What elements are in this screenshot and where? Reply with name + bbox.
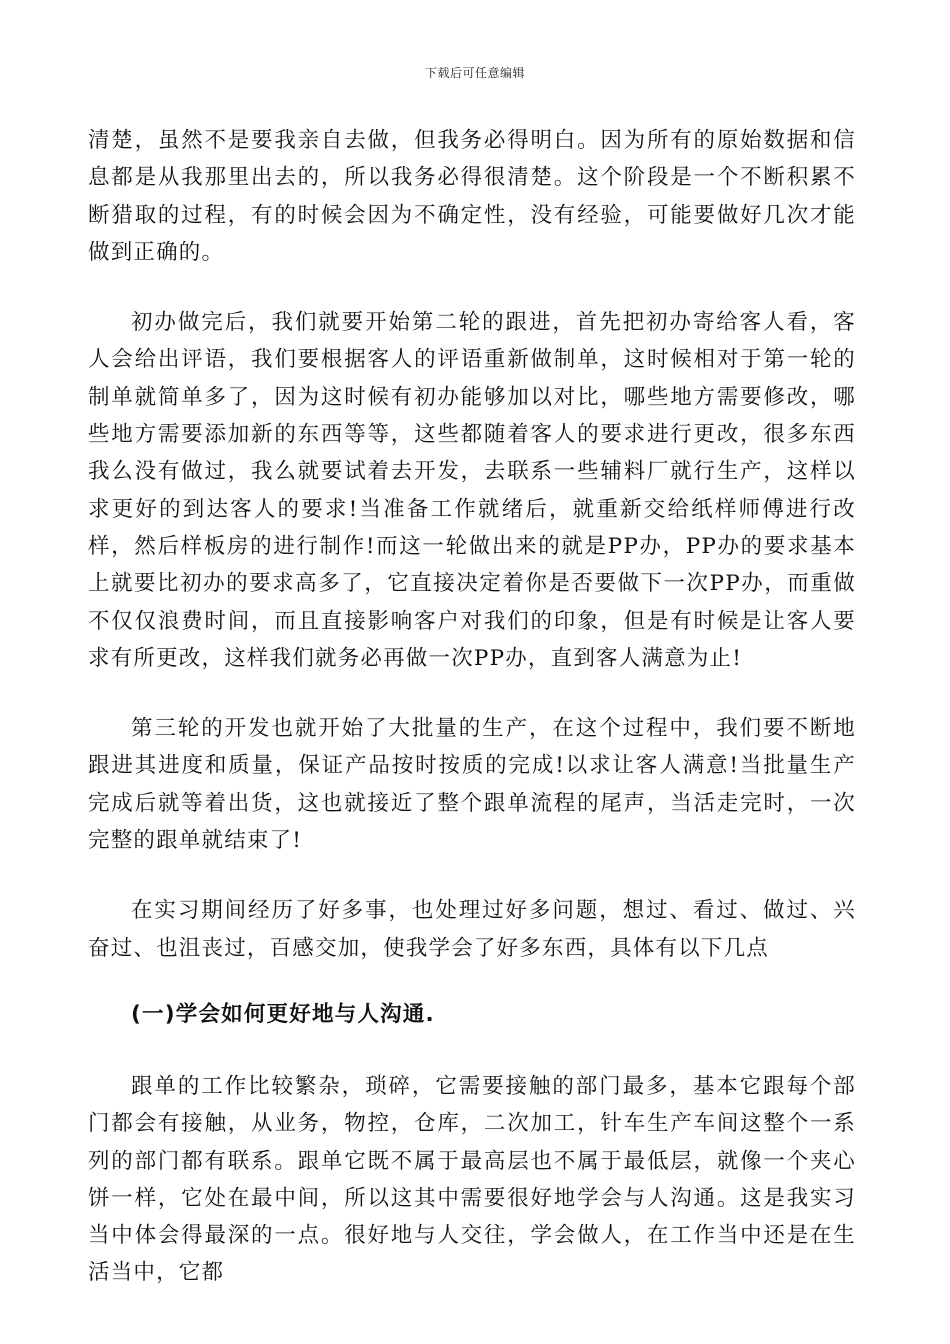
page-header: 下载后可任意编辑 xyxy=(424,66,525,80)
paragraph-third-round: 第三轮的开发也就开始了大批量的生产，在这个过程中，我们要不断地跟进其进度和质量，保证产品按时按质的完成!以求让客人满意!当批量生产完成后就等着出货，这也就接近了整个跟单流程的尾声，当活走完时，一次完整的跟单就结束了! xyxy=(88,716,856,854)
paragraph-communication: 跟单的工作比较繁杂，琐碎，它需要接触的部门最多，基本它跟每个部门都会有接触，从业务，物控，仓库，二次加工，针车生产车间这整个一系列的部门都有联系。跟单它既不属于最高层也不属于最低层，就像一个夹心饼一样，它处在最中间，所以这其中需要很好地学会与人沟通。这是我实习当中体会得最深的一点。很好地与人交往，学会做人，在工作当中还是在生活当中，它都 xyxy=(88,1073,856,1286)
paragraph-continuation: 清楚，虽然不是要我亲自去做，但我务必得明白。因为所有的原始数据和信息都是从我那里出去的，所以我务必得很清楚。这个阶段是一个不断积累不断猎取的过程，有的时候会因为不确定性，没有经验，可能要做好几次才能做到正确的。 xyxy=(88,128,856,265)
document-body xyxy=(88,122,856,1325)
paragraph-internship-experience: 在实习期间经历了好多事，也处理过好多问题，想过、看过、做过、兴奋过、也沮丧过，百感交加，使我学会了好多东西，具体有以下几点 xyxy=(88,898,856,961)
paragraph-second-round: 初办做完后，我们就要开始第二轮的跟进，首先把初办寄给客人看，客人会给出评语，我们要根据客人的评语重新做制单，这时候相对于第一轮的制单就简单多了，因为这时候有初办能够加以对比，哪些地方需要修改，哪些地方需要添加新的东西等等，这些都随着客人的要求进行更改，很多东西我么没有做过，我么就要试着去开发，去联系一些辅料厂就行生产，这样以求更好的到达客人的要求!当准备工作就绪后，就重新交给纸样师傅进行改样，然后样板房的进行制作!而这一轮做出来的就是PP办，PP办的要求基本上就要比初办的要求高多了，它直接决定着你是否要做下一次PP办，而重做不仅仅浪费时间，而且直接影响客户对我们的印象，但是有时候是让客人要求有所更改，这样我们就务必再做一次PP办，直到客人满意为止! xyxy=(88,310,856,671)
section-heading: (一)学会如何更好地与人沟通. xyxy=(131,1001,435,1027)
